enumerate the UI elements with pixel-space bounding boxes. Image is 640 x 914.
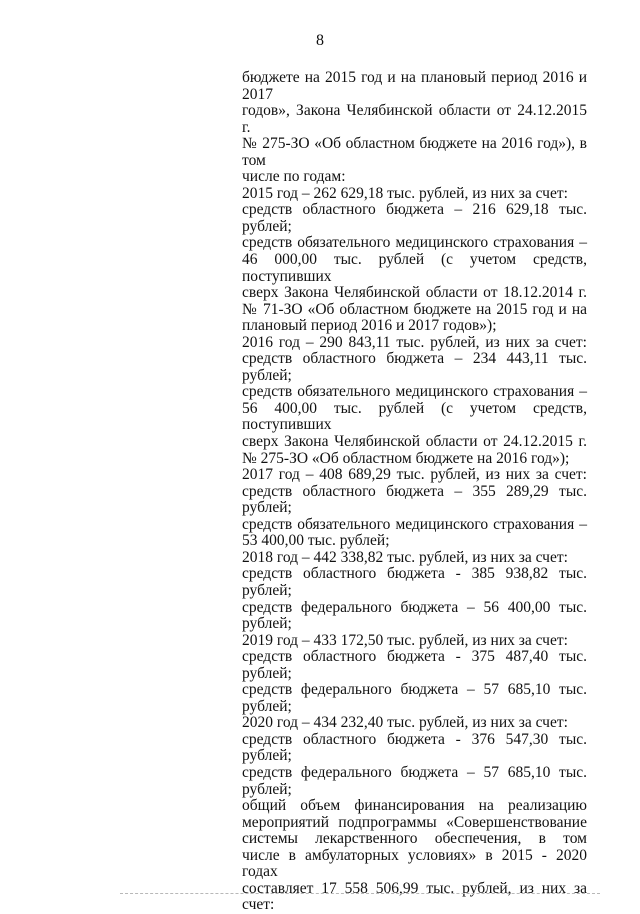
text-line: 53 400,00 тыс. рублей; (242, 532, 390, 550)
text-line: числе по годам: (242, 168, 346, 186)
text-line: № 275-ЗО «Об областном бюджете на 2016 год»); (242, 449, 570, 467)
text-line: рублей; (242, 499, 292, 517)
text-line: рублей; (242, 780, 292, 798)
text-line: рублей; (242, 664, 292, 682)
text-line: средств областного бюджета - 375 487,40 тыс. (242, 648, 587, 666)
text-line: средств областного бюджета – 355 289,29 тыс. (242, 482, 587, 500)
text-line: средств федерального бюджета – 56 400,00 тыс. (242, 598, 587, 616)
text-line: 2020 год – 434 232,40 тыс. рублей, из них за счет: (242, 714, 568, 732)
text-line: средств федерального бюджета – 57 685,10 тыс. (242, 763, 587, 781)
text-line: 2019 год – 433 172,50 тыс. рублей, из них за счет: (242, 631, 568, 649)
text-line: средств областного бюджета – 234 443,11 тыс. (242, 350, 587, 368)
scan-edge-line (120, 893, 600, 894)
text-line: рублей; (242, 697, 292, 715)
text-line: числе в амбулаторных условиях» в 2015 - 2020 годах (242, 846, 587, 881)
text-line: рублей; (242, 747, 292, 765)
text-line: 56 400,00 тыс. рублей (с учетом средств, поступивших (242, 399, 587, 434)
text-line: рублей; (242, 366, 292, 384)
text-line: рублей; (242, 217, 292, 235)
text-line: общий объем финансирования на реализацию (242, 797, 587, 815)
text-line: средств областного бюджета – 216 629,18 тыс. (242, 201, 587, 219)
text-line: 2015 год – 262 629,18 тыс. рублей, из них за счет: (242, 184, 568, 202)
text-line: средств федерального бюджета – 57 685,10 тыс. (242, 681, 587, 699)
text-line: сверх Закона Челябинской области от 18.12.2014 г. (242, 284, 587, 302)
text-line: 2017 год – 408 689,29 тыс. рублей, из них за счет: (242, 466, 587, 484)
text-line: 46 000,00 тыс. рублей (с учетом средств, поступивших (242, 251, 587, 285)
text-line: рублей; (242, 615, 292, 633)
text-line: средств обязательного медицинского страхования – (242, 515, 587, 533)
text-line: 2016 год – 290 843,11 тыс. рублей, из них за счет: (242, 333, 587, 351)
text-line: средств областного бюджета - 376 547,30 тыс. (242, 730, 587, 748)
text-line: № 275-ЗО «Об областном бюджете на 2016 год»), в том (242, 135, 587, 169)
text-line: годов», Закона Челябинской области от 24.12.2015 г. (242, 102, 587, 136)
text-line: № 71-ЗО «Об областном бюджете на 2015 год и на (242, 300, 587, 318)
text-line: бюджете на 2015 год и на плановый период 2016 и 2017 (242, 69, 587, 103)
page-number: 8 (316, 32, 324, 49)
text-line: средств обязательного медицинского страхования – (242, 234, 587, 252)
document-body (242, 70, 587, 914)
text-line: 2018 год – 442 338,82 тыс. рублей, из них за счет: (242, 548, 568, 566)
text-line: мероприятий подпрограммы «Совершенствование (242, 813, 587, 831)
text-line: сверх Закона Челябинской области от 24.12.2015 г. (242, 433, 587, 451)
text-line: составляет 17 558 506,99 тыс. рублей, из них за счет: (242, 879, 587, 914)
text-line: системы лекарственного обеспечения, в том (242, 830, 587, 848)
text-line: средств областного бюджета - 385 938,82 тыс. (242, 565, 587, 583)
text-line: плановый период 2016 и 2017 годов»); (242, 317, 497, 335)
text-line: рублей; (242, 581, 292, 599)
text-line: средств обязательного медицинского страхования – (242, 383, 587, 401)
